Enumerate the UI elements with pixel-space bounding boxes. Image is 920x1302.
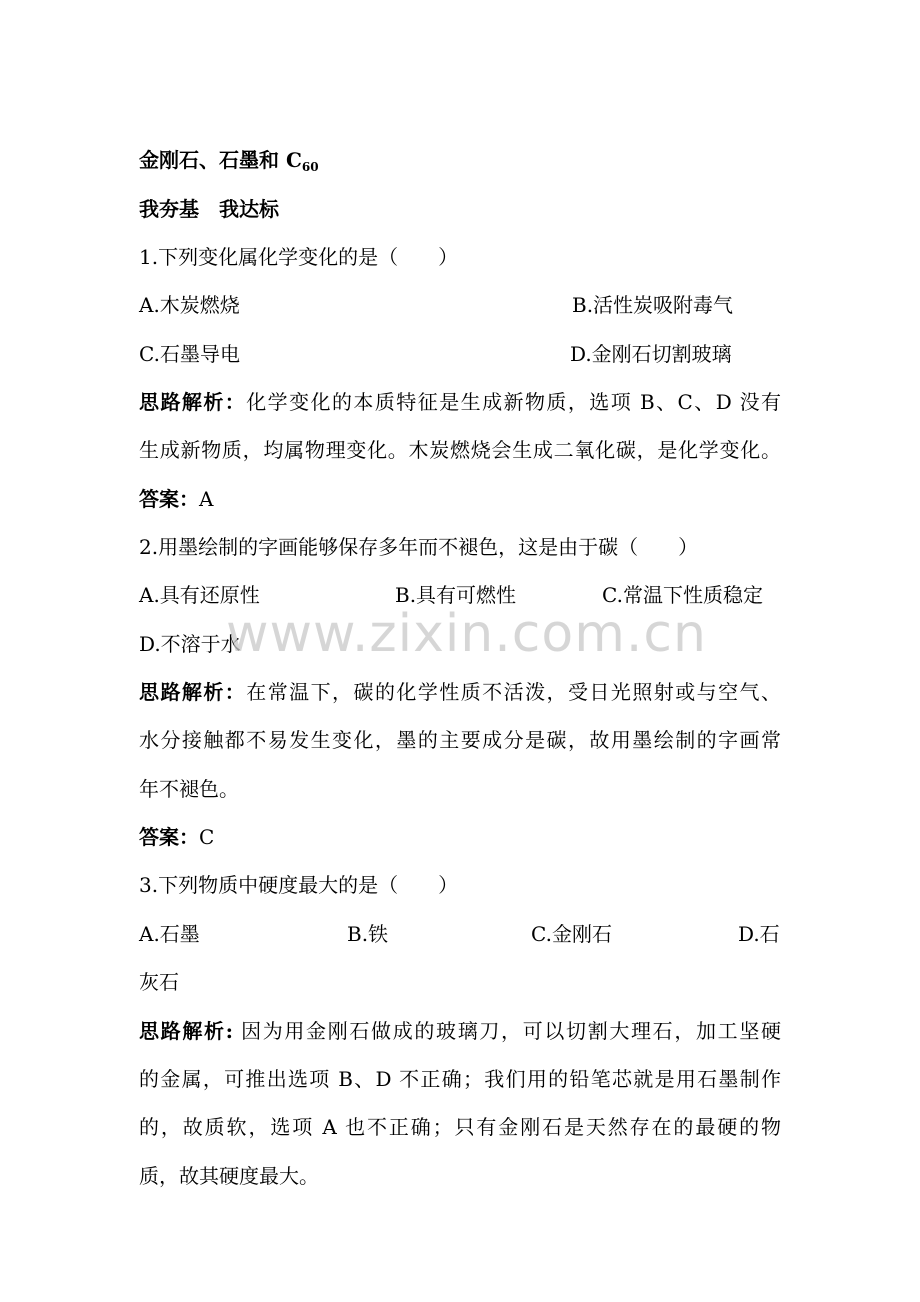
q3-option-a: A.石墨 (139, 922, 200, 946)
q3-analysis-line4: 质，故其硬度最大。 (139, 1164, 319, 1188)
q3-analysis-label: 思路解析: (139, 1019, 234, 1043)
q3-option-d-continued: 灰石 (139, 970, 179, 994)
q2-analysis-line3: 年不褪色。 (139, 777, 239, 801)
section-heading: 我夯基 我达标 (139, 197, 279, 221)
q2-analysis-text1: 在常温下，碳的化学性质不活泼，受日光照射或与空气、 (246, 680, 782, 704)
q1-option-c: C.石墨导电 (139, 342, 240, 366)
title-subscript: 60 (301, 160, 319, 174)
q1-option-b: B.活性炭吸附毒气 (572, 293, 734, 317)
q3-stem: 3.下列物质中硬度最大的是（ ） (139, 873, 459, 897)
q3-analysis-line3: 的，故质软，选项 A 也不正确；只有金刚石是天然存在的最硬的物 (139, 1115, 781, 1139)
doc-title (139, 147, 319, 180)
q2-option-a: A.具有还原性 (139, 583, 260, 607)
q3-option-b: B.铁 (347, 922, 389, 946)
q2-stem: 2.用墨绘制的字画能够保存多年而不褪色，这是由于碳（ ） (139, 535, 699, 559)
q1-analysis-text1: 化学变化的本质特征是生成新物质，选项 B、C、D 没有 (246, 390, 782, 414)
q3-analysis-line2: 的金属，可推出选项 B、D 不正确；我们用的铅笔芯就是用石墨制作 (139, 1067, 781, 1091)
q1-stem: 1.下列变化属化学变化的是（ ） (139, 245, 459, 269)
q1-analysis-line2: 生成新物质，均属物理变化。木炭燃烧会生成二氧化碳，是化学变化。 (139, 438, 781, 462)
q3-analysis-line1 (139, 1018, 781, 1044)
q3-option-c: C.金刚石 (531, 922, 612, 946)
q2-analysis-line2: 水分接触都不易发生变化，墨的主要成分是碳，故用墨绘制的字画常 (139, 728, 781, 752)
watermark: www.zixin.com.cn (226, 604, 707, 664)
q2-answer-label: 答案： (139, 825, 199, 849)
q3-option-d: D.石 (738, 922, 780, 946)
q1-answer (139, 486, 213, 512)
q2-answer-value: C (199, 825, 215, 849)
q2-analysis-label: 思路解析： (139, 680, 247, 704)
q2-option-c: C.常温下性质稳定 (602, 583, 763, 607)
q1-analysis-label: 思路解析： (139, 390, 247, 414)
q2-analysis-line1 (139, 679, 781, 705)
q1-analysis-line1 (139, 389, 781, 415)
title-main: 金刚石、石墨和 C (139, 148, 302, 172)
q1-option-d: D.金刚石切割玻璃 (570, 342, 732, 366)
q1-answer-label: 答案： (139, 487, 199, 511)
q2-answer (139, 824, 214, 850)
q3-analysis-text1: 因为用金刚石做成的玻璃刀，可以切割大理石，加工坚硬 (233, 1019, 781, 1043)
q1-answer-value: A (199, 487, 214, 511)
q1-option-a: A.木炭燃烧 (139, 293, 240, 317)
q2-option-b: B.具有可燃性 (395, 583, 517, 607)
q2-option-d: D.不溶于水 (139, 632, 241, 656)
